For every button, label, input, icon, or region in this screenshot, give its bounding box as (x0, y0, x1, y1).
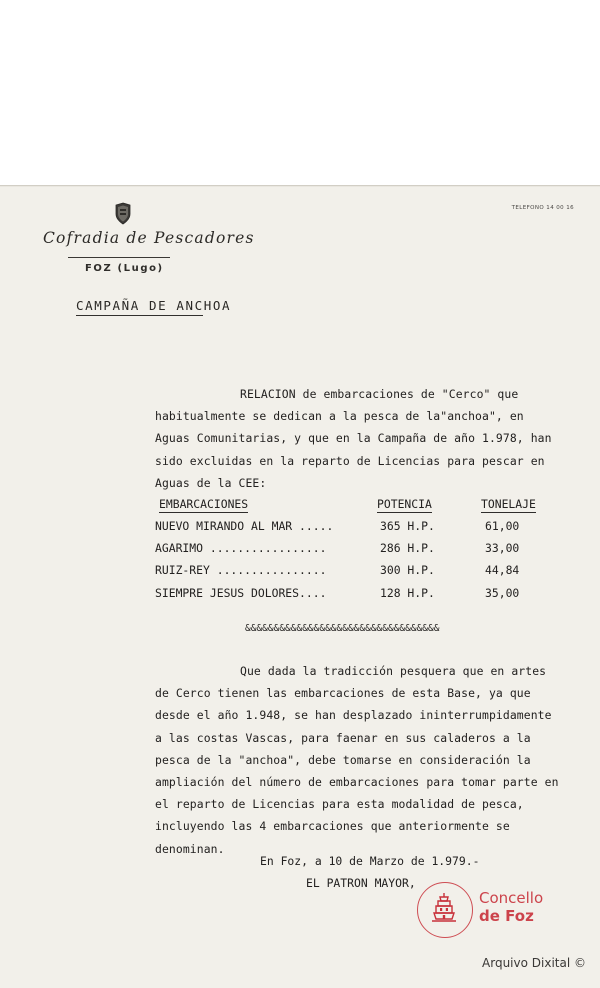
vessel-tonnage: 44,84 (485, 563, 520, 578)
archive-caption: Arquivo Dixital © (482, 956, 586, 970)
vessel-power: 300 H.P. (380, 563, 435, 578)
vessel-power: 286 H.P. (380, 541, 435, 556)
paragraph-two (155, 660, 565, 860)
tower-boat-emblem-icon (427, 891, 461, 927)
paragraph-one (155, 383, 559, 494)
vessel-name: SIEMPRE JESUS DOLORES.... (155, 585, 327, 600)
column-header-potencia-label: POTENCIA (377, 497, 432, 511)
page-title-underline (76, 315, 203, 316)
watermark-line-two: de Foz (479, 907, 534, 925)
vessel-tonnage: 35,00 (485, 585, 520, 600)
watermark-line-one: Concello (479, 889, 544, 907)
paragraph-two-text: Que dada la tradicción pesquera que en artes de Cerco tienen las embarcaciones de esta Base, ya que desde el año 1.948, se han desplazado ininterrumpidamente a las costas Vascas, para faenar en sus caladeros a la pesca de la "anchoa", debe tomarse en consideración la ampliación del número de embarcaciones para tomar parte en el reparto de Licencias para esta modalidad de pesca, incluyendo las 4 embarcaciones que anteriormente se denominan. (155, 664, 566, 856)
vessel-name: AGARIMO ................. (155, 541, 327, 556)
table-row (155, 519, 555, 541)
signoff-signer: EL PATRON MAYOR, (306, 876, 416, 890)
organization-location: FOZ (Lugo) (85, 263, 164, 274)
table-row (155, 541, 555, 563)
column-header-tonelaje (481, 497, 536, 511)
vessel-power: 365 H.P. (380, 519, 435, 533)
table-row (155, 586, 555, 608)
telephone-label: TELEFONO 14 00 16 (511, 205, 574, 211)
signoff-place-date: En Foz, a 10 de Marzo de 1.979.- (260, 854, 480, 868)
column-header-tonelaje-label: TONELAJE (481, 497, 536, 511)
column-header-embarcaciones (159, 497, 248, 511)
watermark-text (479, 889, 543, 925)
vessel-name: RUIZ-REY ................ (155, 563, 327, 578)
vessel-tonnage: 61,00 (485, 519, 520, 533)
page-title: CAMPAÑA DE ANCHOA (76, 298, 232, 313)
organization-name: Cofradia de Pescadores (43, 229, 255, 247)
column-header-embarcaciones-label: EMBARCACIONES (159, 497, 249, 511)
section-divider: &&&&&&&&&&&&&&&&&&&&&&&&&&&&&&&&&& (245, 623, 440, 634)
table-header-row (155, 497, 555, 519)
scanned-sheet (0, 185, 600, 988)
location-underline (68, 257, 170, 258)
heraldic-crest-icon (113, 202, 133, 226)
page-background-top (0, 0, 600, 185)
paragraph-one-text: RELACION de embarcaciones de "Cerco" que habitualmente se dedican a la pesca de la"anchoa", en Aguas Comunitarias, y que en la Campaña de año 1.978, han sido excluidas en la reparto de Licencias para pescar en Aguas de la CEE: (155, 387, 559, 490)
vessel-tonnage: 33,00 (485, 541, 520, 556)
table-row (155, 563, 555, 585)
vessel-name: NUEVO MIRANDO AL MAR ..... (155, 519, 334, 533)
archive-watermark (417, 882, 587, 944)
column-header-potencia (377, 497, 432, 511)
vessel-power: 128 H.P. (380, 585, 435, 600)
vessel-table (155, 497, 555, 608)
